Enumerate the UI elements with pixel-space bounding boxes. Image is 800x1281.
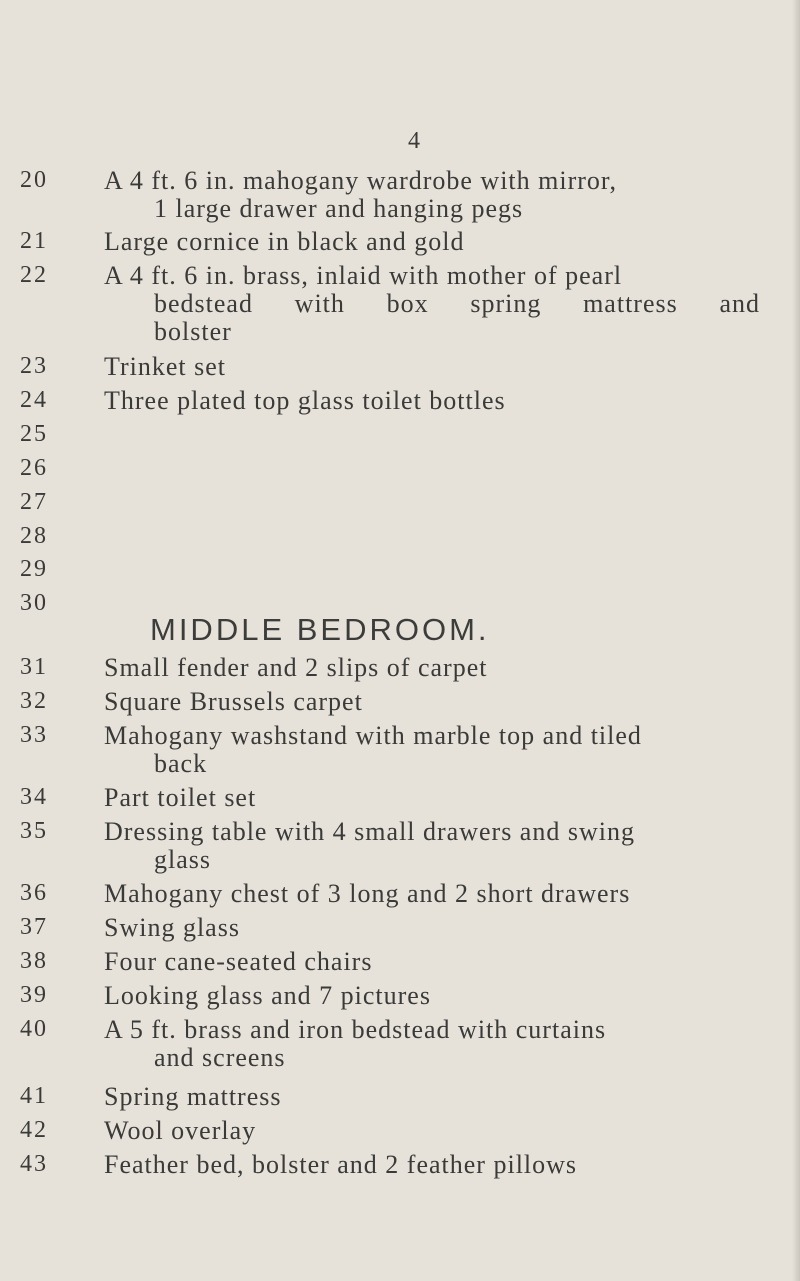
lot-description-continued: bedstead with box spring mattress and xyxy=(154,289,760,318)
lot-number: 25 xyxy=(20,421,48,447)
lot-number: 36 xyxy=(20,880,48,906)
lot-description: Dressing table with 4 small drawers and swing xyxy=(104,817,635,846)
lot-description: Part toilet set xyxy=(104,783,257,812)
lot-description-continued: glass xyxy=(154,845,211,874)
lot-number: 31 xyxy=(20,654,48,680)
section-heading: MIDDLE BEDROOM. xyxy=(150,612,490,647)
lot-description: Feather bed, bolster and 2 feather pillows xyxy=(104,1150,578,1179)
lot-description: Three plated top glass toilet bottles xyxy=(104,386,506,415)
lot-description: Swing glass xyxy=(104,913,240,942)
lot-description: A 5 ft. brass and iron bedstead with curtains xyxy=(104,1015,607,1044)
lot-number: 37 xyxy=(20,914,48,940)
lot-description: Spring mattress xyxy=(104,1082,282,1111)
page-number: 4 xyxy=(408,128,421,154)
lot-number: 41 xyxy=(20,1083,48,1109)
lot-number: 32 xyxy=(20,688,48,714)
lot-description: Mahogany washstand with marble top and tiled xyxy=(104,721,642,750)
lot-description: Square Brussels carpet xyxy=(104,687,363,716)
lot-number: 40 xyxy=(20,1016,48,1042)
lot-description: Four cane-seated chairs xyxy=(104,947,373,976)
lot-number: 38 xyxy=(20,948,48,974)
lot-description: Trinket set xyxy=(104,352,226,381)
lot-number: 26 xyxy=(20,455,48,481)
lot-number: 33 xyxy=(20,722,48,748)
lot-number: 43 xyxy=(20,1151,48,1177)
lot-number: 35 xyxy=(20,818,48,844)
lot-description-continued: back xyxy=(154,749,208,778)
lot-description: Small fender and 2 slips of carpet xyxy=(104,653,488,682)
lot-number: 24 xyxy=(20,387,48,413)
lot-description: Large cornice in black and gold xyxy=(104,227,465,256)
lot-number: 21 xyxy=(20,228,48,254)
lot-number: 29 xyxy=(20,556,48,582)
lot-number: 39 xyxy=(20,982,48,1008)
lot-description: Wool overlay xyxy=(104,1116,257,1145)
lot-number: 27 xyxy=(20,489,48,515)
lot-description: Looking glass and 7 pictures xyxy=(104,981,431,1010)
lot-number: 42 xyxy=(20,1117,48,1143)
lot-number: 30 xyxy=(20,590,48,616)
lot-description-continued: bolster xyxy=(154,317,232,346)
lot-number: 22 xyxy=(20,262,48,288)
lot-number: 34 xyxy=(20,784,48,810)
lot-number: 23 xyxy=(20,353,48,379)
lot-description-continued: and screens xyxy=(154,1043,286,1072)
lot-description-continued: 1 large drawer and hanging pegs xyxy=(154,194,524,223)
page-edge-shadow xyxy=(792,0,800,1281)
lot-description: Mahogany chest of 3 long and 2 short drawers xyxy=(104,879,631,908)
lot-description: A 4 ft. 6 in. mahogany wardrobe with mirror, xyxy=(104,166,618,195)
lot-number: 28 xyxy=(20,523,48,549)
lot-description: A 4 ft. 6 in. brass, inlaid with mother of pearl xyxy=(104,261,623,290)
lot-number: 20 xyxy=(20,167,48,193)
